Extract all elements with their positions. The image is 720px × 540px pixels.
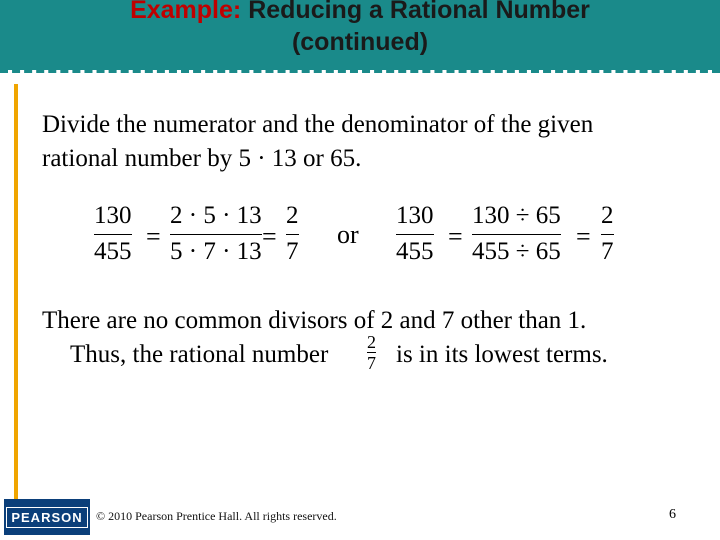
- denominator: 7: [367, 353, 376, 373]
- equation-left-fraction-3: [286, 202, 299, 266]
- inline-fraction: [367, 333, 376, 372]
- fraction-bar: [94, 234, 132, 235]
- title-line-1: [0, 0, 720, 26]
- equation-left-fraction-1: [94, 202, 132, 266]
- paragraph-1-line-1: Divide the numerator and the denominator of the given: [42, 111, 594, 138]
- fraction-bar: [472, 234, 561, 235]
- equation-left-fraction-2: [170, 202, 262, 266]
- equals-sign: =: [146, 222, 161, 251]
- paragraph-2-line-2-before: Thus, the rational number: [70, 341, 329, 368]
- copyright-text: © 2010 Pearson Prentice Hall. All rights reserved.: [96, 509, 337, 523]
- page-number: 6: [669, 507, 676, 522]
- denominator: 455 ÷ 65: [472, 238, 561, 265]
- denominator: 5 · 7 · 13: [170, 238, 262, 265]
- numerator: 130: [396, 202, 434, 229]
- denominator: 455: [396, 238, 434, 265]
- slide-title: [0, 0, 720, 58]
- denominator: 7: [601, 238, 614, 265]
- title-text: Reducing a Rational Number: [248, 0, 590, 24]
- title-keyword: Example:: [130, 0, 242, 24]
- denominator: 455: [94, 238, 132, 265]
- equation-right-fraction-2: [472, 202, 561, 266]
- title-line-2: (continued): [291, 28, 429, 56]
- fraction-bar: [396, 234, 434, 235]
- fraction-bar: [170, 234, 262, 235]
- numerator: 2: [367, 332, 376, 352]
- denominator: 7: [286, 238, 299, 265]
- pearson-logo: [4, 499, 90, 535]
- equals-sign: =: [576, 222, 591, 251]
- fraction-bar: [286, 234, 299, 235]
- paragraph-2-line-2-after: is in its lowest terms.: [396, 341, 608, 368]
- numerator: 2: [286, 202, 299, 229]
- equals-sign: =: [448, 222, 463, 251]
- logo-text: PEARSON: [6, 507, 87, 528]
- equation-right-fraction-3: [601, 202, 614, 266]
- numerator: 130: [94, 202, 132, 229]
- numerator: 2: [601, 202, 614, 229]
- fraction-bar: [601, 234, 614, 235]
- left-accent-bar: [14, 84, 18, 502]
- equals-sign: =: [262, 222, 277, 251]
- numerator: 2 · 5 · 13: [170, 202, 262, 229]
- equation-right-fraction-1: [396, 202, 434, 266]
- dashed-divider: [0, 69, 720, 73]
- paragraph-1-line-2: rational number by 5 · 13 or 65.: [42, 145, 362, 172]
- paragraph-2-line-1: There are no common divisors of 2 and 7 other than 1.: [42, 307, 587, 334]
- connector-or: or: [337, 220, 359, 249]
- numerator: 130 ÷ 65: [472, 202, 561, 229]
